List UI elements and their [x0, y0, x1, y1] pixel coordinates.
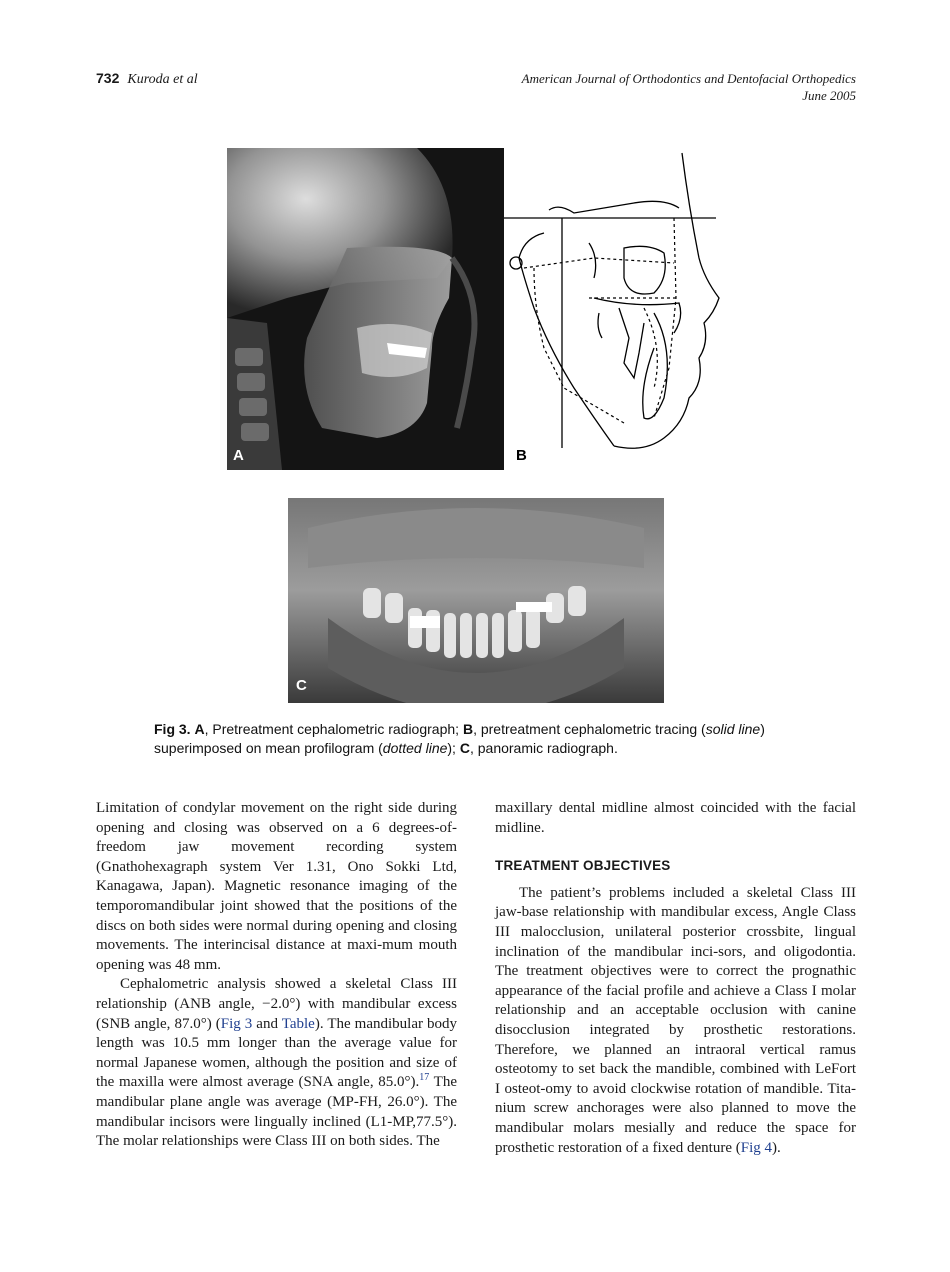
caption-a-label: A — [194, 721, 205, 737]
caption-b-label: B — [462, 721, 474, 737]
left-text-column — [96, 799, 457, 1152]
right-paragraph-1: maxillary dental midline almost coincided with the facial midline. — [495, 800, 856, 836]
issue-date: June 2005 — [802, 88, 856, 103]
left-p2-text-b: and — [252, 1015, 282, 1032]
right-paragraph-2 — [495, 884, 856, 1158]
panoramic-radiograph-image — [288, 498, 664, 703]
right-p2-text-b: ). — [772, 1139, 781, 1156]
cephalometric-radiograph-image — [227, 148, 504, 470]
left-p2-text-c: ). The mandibular body length was 10.5 mm longer than the average value for normal Japanese women, although the position and size of the maxilla were almost average (SNA angle, 85.0°). — [96, 1015, 458, 1091]
caption-c-text: , panoramic radiograph. — [469, 740, 618, 756]
figure-panel-c-panoramic — [288, 498, 664, 703]
right-p2-text-a: The patient’s problems included a skeletal Class III jaw-base relationship with mandibular excess, Angle Class III malocclusion, unilateral posterior crossbite, lingual inclination of the mandibular inci-sors, and oligodontia. The treatment objectives were to correct the prognathic appearance of the facial profile and achieve a Class I molar relationship and an acceptable occlusion with canine disocclusion integrated by prosthetic restorations. Therefore, we planned an intraoral vertical ramus osteotomy to set back the mandible, combined with LeFort I osteot-omy to avoid clockwise rotation of mandible. Tita-nium screw anchorages were also planned to move the mandibular molars mesially and reduce the space for prosthetic restoration of a fixed denture ( — [495, 884, 856, 1156]
figure-panel-a-radiograph — [227, 148, 504, 470]
left-p2-text-a: Cephalometric analysis showed a skeletal Class III relationship (ANB angle, −2.0°) with mandibular excess (SNB angle, 87.0°) ( — [96, 976, 457, 1032]
cephalometric-tracing-drawing — [504, 148, 738, 470]
running-header-right — [522, 70, 856, 104]
panel-b-label: B — [516, 447, 527, 464]
caption-b-text-2: ) superimposed on mean profilogram ( — [154, 721, 765, 756]
page-number: 732 — [96, 70, 120, 86]
caption-c-label: C — [459, 740, 470, 756]
panel-c-label: C — [296, 677, 307, 694]
left-p2-text-d: The mandibular plane angle was average (MP-FH, 26.0°). The mandibular incisors were lingually inclined (L1-MP,77.5°). The molar relationships were Class III on both sides. The — [96, 1074, 457, 1150]
left-paragraph-1: Limitation of condylar movement on the right side during opening and closing was observed on a 6 degrees-of-freedom jaw movement recording system (Gnathohexagraph system Ver 1.31, Ono Sokki Ltd, Kanagawa, Japan). Magnetic resonance imaging of the temporomandibular joint showed that the positions of the discs on both sides were normal during opening and closing movements. The interincisal distance at maxi-mum mouth opening was 48 mm. — [96, 800, 457, 973]
journal-title: American Journal of Orthodontics and Dentofacial Orthopedics — [521, 71, 856, 86]
caption-solid-line: solid line — [705, 721, 761, 737]
table-link[interactable]: Table — [281, 1015, 315, 1032]
caption-dotted-line: dotted line — [382, 740, 448, 756]
author-line: Kuroda et al — [127, 72, 198, 87]
right-text-column — [495, 799, 856, 1158]
section-heading-treatment-objectives: TREATMENT OBJECTIVES — [495, 858, 671, 874]
fig-4-link[interactable]: Fig 4 — [740, 1139, 773, 1156]
running-header-left — [96, 70, 198, 88]
panel-a-label: A — [233, 447, 244, 464]
caption-a-text: , Pretreatment cephalometric radiograph; — [204, 721, 463, 737]
figure-caption — [154, 720, 854, 758]
caption-b-text-3: ); — [447, 740, 460, 756]
caption-fig-label: Fig 3. — [154, 721, 191, 737]
left-paragraph-2 — [96, 975, 457, 1151]
caption-b-text-1: , pretreatment cephalometric tracing ( — [473, 721, 706, 737]
reference-17-link[interactable]: 17 — [419, 1072, 430, 1084]
figure-panel-b-tracing — [504, 148, 738, 470]
fig-3-link[interactable]: Fig 3 — [220, 1015, 253, 1032]
